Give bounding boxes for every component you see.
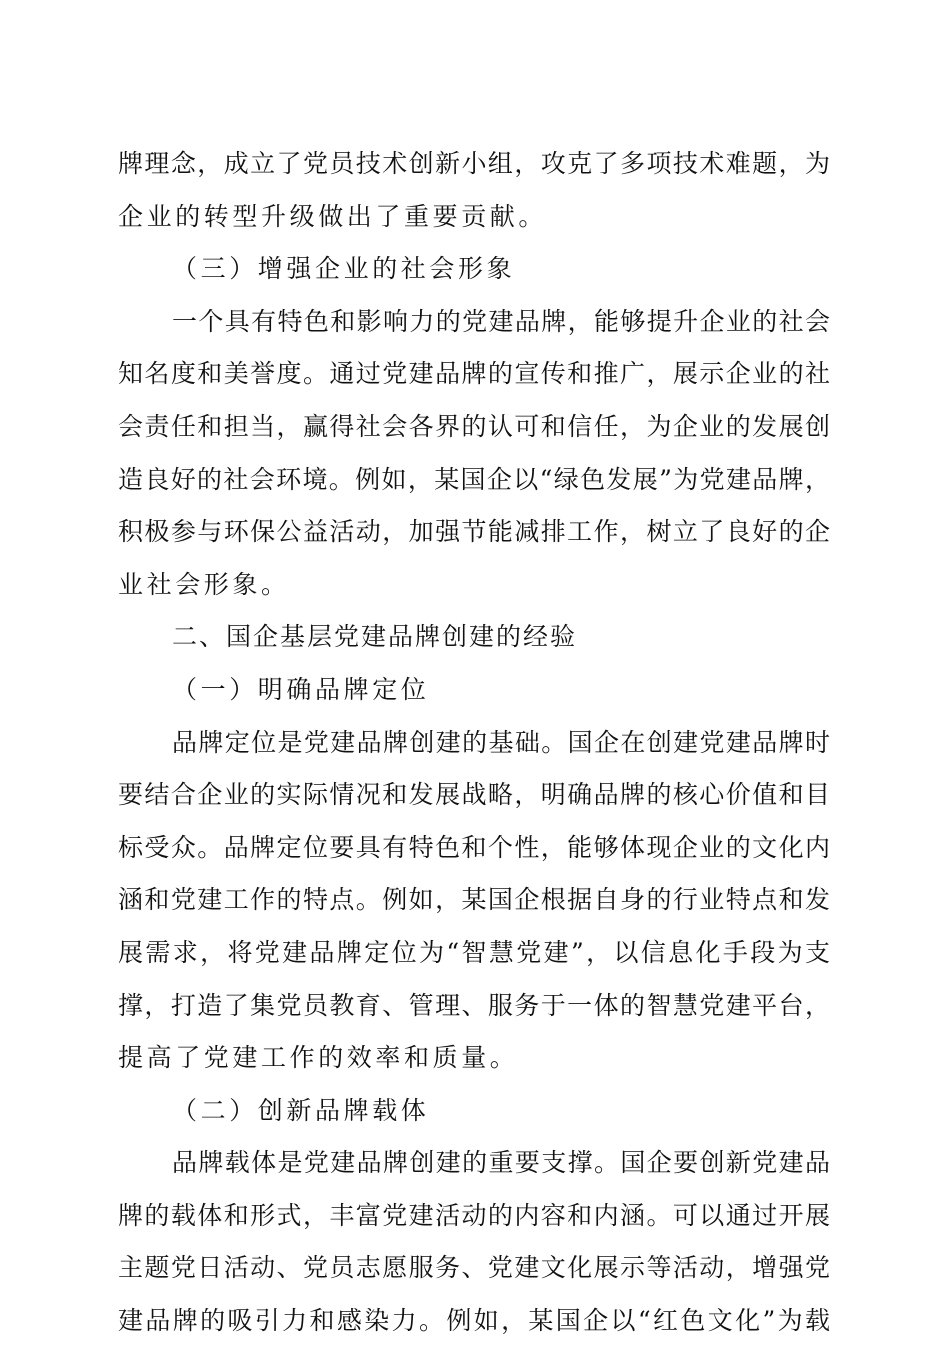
- paragraph-continuation: [118, 138, 830, 243]
- paragraph-line: 牌的载体和形式，丰富党建活动的内容和内涵。可以通过开展: [118, 1200, 830, 1230]
- section-heading-experience: 二、国企基层党建品牌创建的经验: [172, 622, 578, 652]
- paragraph-social-image: [118, 296, 830, 612]
- paragraph-line: 会责任和担当，赢得社会各界的认可和信任，为企业的发展创: [118, 411, 830, 441]
- paragraph-line: 撑，打造了集党员教育、管理、服务于一体的智慧党建平台，: [118, 990, 830, 1020]
- subheading-brand-positioning: （一）明确品牌定位: [172, 674, 430, 704]
- paragraph-line: 企业的转型升级做出了重要贡献。: [118, 201, 548, 231]
- paragraph-line: 积极参与环保公益活动，加强节能减排工作，树立了良好的企: [118, 517, 830, 547]
- subheading-brand-carrier: （二）创新品牌载体: [172, 1095, 430, 1125]
- paragraph-line: 要结合企业的实际情况和发展战略，明确品牌的核心价值和目: [118, 780, 830, 810]
- document-page: [118, 138, 830, 1348]
- paragraph-brand-carrier: [118, 1137, 830, 1347]
- paragraph-line: 品牌定位是党建品牌创建的基础。国企在创建党建品牌时: [172, 727, 830, 757]
- paragraph-line: 业社会形象。: [118, 569, 290, 599]
- subheading-enhance-social-image: （三）增强企业的社会形象: [172, 254, 516, 284]
- paragraph-line: 标受众。品牌定位要具有特色和个性，能够体现企业的文化内: [118, 832, 830, 862]
- paragraph-line: 建品牌的吸引力和感染力。例如，某国企以“红色文化”为载: [118, 1306, 830, 1336]
- paragraph-line: 涵和党建工作的特点。例如，某国企根据自身的行业特点和发: [118, 885, 830, 915]
- paragraph-line: 造良好的社会环境。例如，某国企以“绿色发展”为党建品牌，: [118, 464, 830, 494]
- paragraph-line: 主题党日活动、党员志愿服务、党建文化展示等活动，增强党: [118, 1253, 830, 1283]
- paragraph-line: 知名度和美誉度。通过党建品牌的宣传和推广，展示企业的社: [118, 359, 830, 389]
- paragraph-line: 牌理念，成立了党员技术创新小组，攻克了多项技术难题，为: [118, 149, 830, 178]
- paragraph-brand-positioning: [118, 717, 830, 1085]
- paragraph-line: 提高了党建工作的效率和质量。: [118, 1043, 519, 1073]
- paragraph-line: 品牌载体是党建品牌创建的重要支撑。国企要创新党建品: [172, 1148, 830, 1178]
- paragraph-line: 一个具有特色和影响力的党建品牌，能够提升企业的社会: [172, 306, 830, 336]
- paragraph-line: 展需求，将党建品牌定位为“智慧党建”，以信息化手段为支: [118, 937, 830, 967]
